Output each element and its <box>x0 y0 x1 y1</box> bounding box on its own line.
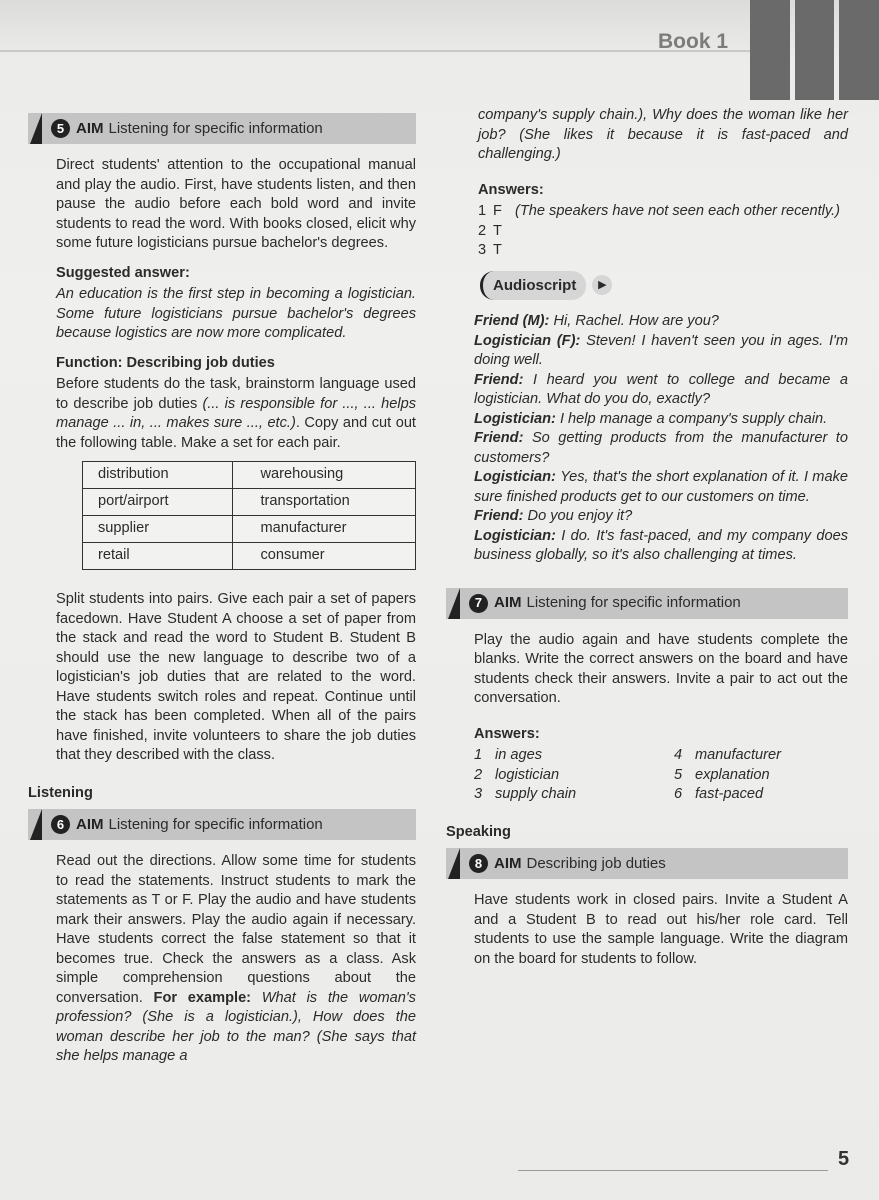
aim-6-body: Read out the directions. Allow some time for students to read the statements. Instruct students to mark the statements as T or F. Play the audio and have students mark their answers. Play the audio again if necessary. Have students correct the false statement so that it becomes true. Check the answers as a class. Ask simple comprehension questions about the conversation. For example: What is the woman's profession? (She is a logistician.), How does the woman describe her job to the man? (She says that she helps manage a <box>56 853 416 1064</box>
footer-rule <box>518 1170 828 1171</box>
aim-7-body: Play the audio again and have students complete the blanks. Write the correct answers on the board and have students check their answers. Invite a pair to act out the conversation. <box>474 631 848 706</box>
script-line: Logistician (F): Steven! I haven't seen you in ages. I'm doing well. <box>474 332 848 368</box>
aim-8-title: Describing job duties <box>526 854 666 872</box>
suggested-answer: An education is the first step in becoming a logistician. Some future logisticians pursue bachelor's degrees because logistics are now more complicated. <box>56 286 416 341</box>
aim-8-aim: AIM <box>494 854 522 872</box>
table-cell: consumer <box>232 543 416 570</box>
function-label: Function: Describing job duties <box>56 354 275 371</box>
aim-6-header <box>28 809 416 840</box>
answer-item: 4 manufacturer <box>674 747 781 763</box>
answer-item: 5 explanation <box>674 766 770 783</box>
answer-2: 2 T <box>478 222 502 239</box>
script-line: Friend: Do you enjoy it? <box>474 508 633 524</box>
table-cell: distribution <box>83 462 233 489</box>
script-line: Logistician: Yes, that's the short explanation of it. I make sure finished products get to our customers on time. <box>474 469 848 505</box>
aim-6-continued: company's supply chain.), Why does the woman like her job? (She likes it because it is fast-paced and challenging.) <box>478 107 848 162</box>
script-line: Logistician: I help manage a company's supply chain. <box>474 410 828 427</box>
audioscript-label: Audioscript ▶ <box>480 271 612 301</box>
aim-7-title: Listening for specific information <box>526 594 741 612</box>
aim-7-answers-label: Answers: <box>474 725 540 742</box>
speaking-heading: Speaking <box>446 823 511 840</box>
table-cell: transportation <box>232 489 416 516</box>
script-line: Friend: I heard you went to college and became a logistician. What do you do, exactly? <box>474 371 848 407</box>
aim-7-header <box>446 588 848 619</box>
aim-5-title: Listening for specific information <box>108 119 323 137</box>
aim-8-header <box>446 848 848 879</box>
split-body: Split students into pairs. Give each pair a set of papers facedown. Have Student A choose a set of paper from the stack and read the word to Student B. Student B should use the new language to describe two of a logistician's job duties that are related to the word. Have students switch roles and repeat. Continue until the stack has been completed. When all of the pairs have finished, invite volunteers to share the job duties that they described with the class. <box>56 591 416 763</box>
aim-6-number: 6 <box>51 815 70 834</box>
function-body: Before students do the task, brainstorm language used to describe job duties (... is responsible for ..., ... helps manage ... in, ... makes sure ..., etc.). Copy and cut out the following table. Make a set for each pair. <box>56 376 417 451</box>
aim-5-number: 5 <box>51 119 70 138</box>
table-cell: supplier <box>83 516 233 543</box>
aim-7-answers <box>446 746 848 805</box>
table-cell: warehousing <box>232 462 416 489</box>
table-row <box>83 543 416 570</box>
aim-6-title: Listening for specific information <box>108 815 323 833</box>
script-line: Friend (M): Hi, Rachel. How are you? <box>474 313 719 329</box>
right-column <box>446 106 848 969</box>
answer-1: 1 F (The speakers have not seen each other recently.) <box>478 203 841 219</box>
left-column <box>28 113 416 1067</box>
script-line: Logistician: I do. It's fast-paced, and my company does business globally, so it's also challenging at times. <box>474 527 848 563</box>
speaker-icon: ▶ <box>592 275 612 295</box>
duties-table <box>82 461 416 570</box>
aim-7-number: 7 <box>469 594 488 613</box>
page-number: 5 <box>838 1148 850 1170</box>
table-cell: port/airport <box>83 489 233 516</box>
aim-7-aim: AIM <box>494 594 522 612</box>
aim-6-aim: AIM <box>76 815 104 833</box>
header-rule <box>0 50 750 52</box>
table-cell: manufacturer <box>232 516 416 543</box>
script-line: Friend: So getting products from the manufacturer to customers? <box>474 430 848 466</box>
answer-item: 2 logistician <box>474 766 560 783</box>
header-tabs <box>750 0 879 100</box>
aim-5-header <box>28 113 416 144</box>
aim-5-body: Direct students' attention to the occupational manual and play the audio. First, have students listen, and then pause the audio before each bold word and invite students to read the word. With books closed, elicit why some future logisticians pursue bachelor's degrees. <box>56 157 416 251</box>
aim-8-body: Have students work in closed pairs. Invite a Student A and a Student B to read out his/her role card. Tell students to use the sample language. Write the diagram on the board for students to follow. <box>474 892 848 967</box>
table-cell: retail <box>83 543 233 570</box>
suggested-answer-label: Suggested answer: <box>56 264 190 281</box>
answer-3: 3 T <box>478 242 502 258</box>
book-label: Book 1 <box>658 30 729 53</box>
aim-8-number: 8 <box>469 854 488 873</box>
table-row <box>83 516 416 543</box>
aim-6-answers-label: Answers: <box>478 181 544 198</box>
table-row <box>83 462 416 489</box>
answer-item: 1 in ages <box>474 747 543 763</box>
answer-item: 6 fast-paced <box>674 786 764 802</box>
answer-item: 3 supply chain <box>474 786 577 802</box>
aim-5-aim: AIM <box>76 119 104 137</box>
table-row <box>83 489 416 516</box>
audioscript <box>446 312 848 566</box>
listening-heading: Listening <box>28 784 93 801</box>
